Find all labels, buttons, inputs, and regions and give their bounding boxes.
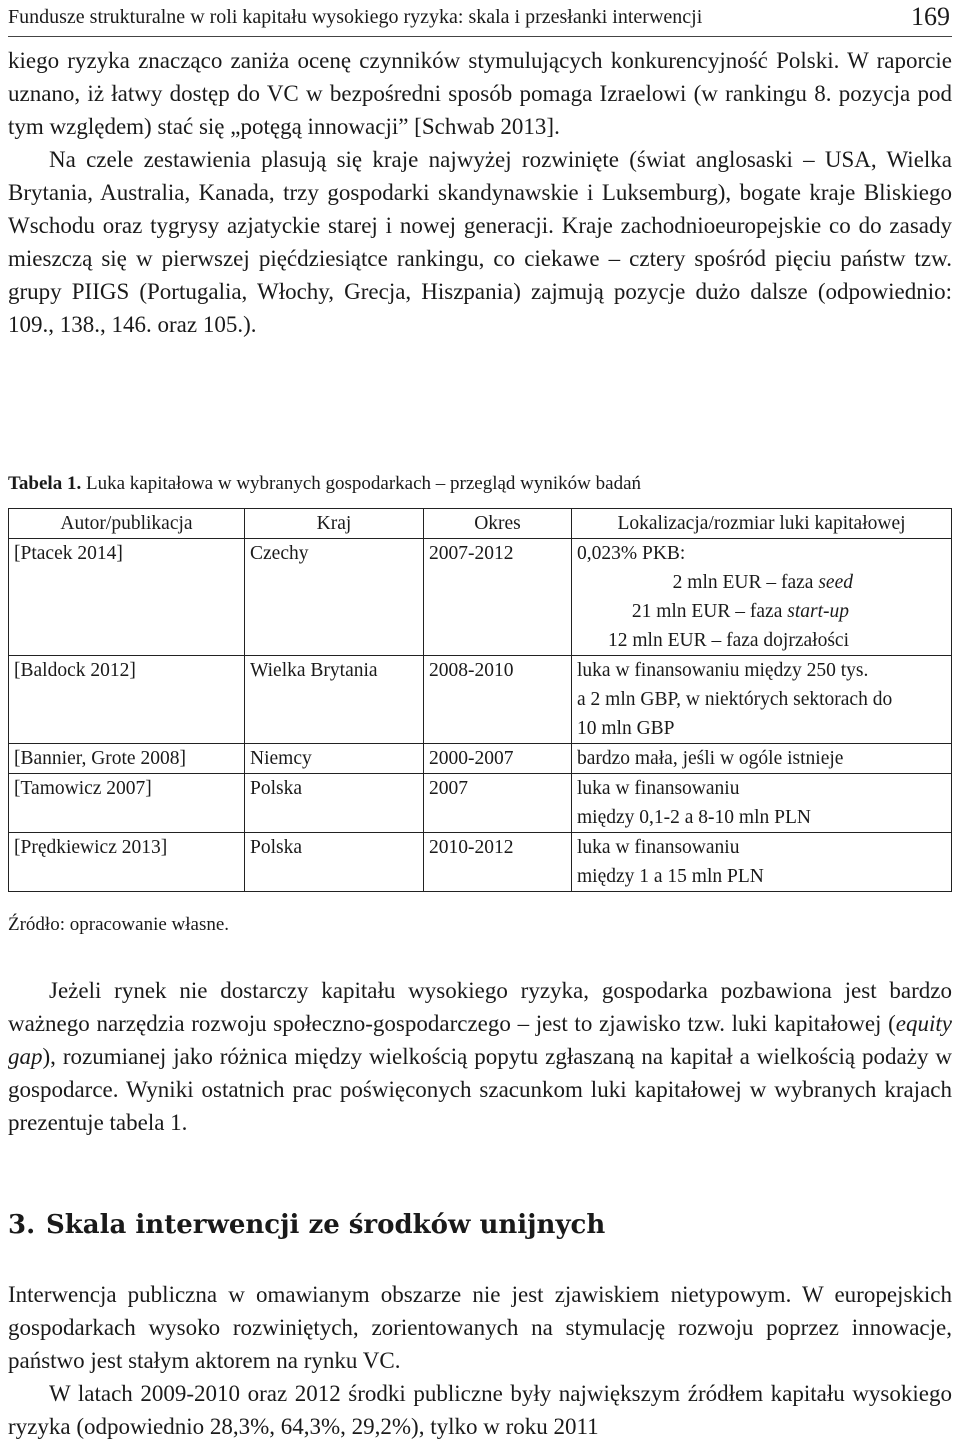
paragraph: Jeżeli rynek nie dostarczy kapitału wysokiego ryzyka, gospodarka pozbawiona jest bardzo ważnego narzędzia rozwoju społeczno-gospodarczego – jest to zjawisko tzw. luki kapitałowej (equity gap), rozumianej jako różnica między wielkością popytu zgłaszaną na kapitał a wielkością podaży w gospodarce. Wyniki ostatnich prac poświęconych szacunkom luki kapitałowej w wybranych krajach prezentuje tabela 1. [8, 978, 952, 1135]
cell-country: Czechy [245, 539, 424, 656]
gap-line: luka w finansowaniu [577, 837, 740, 858]
cell-country: Niemcy [245, 744, 424, 774]
cell-author: [Tamowicz 2007] [9, 774, 245, 833]
cell-period: 2010-2012 [424, 833, 572, 892]
gap-line: 0,023% PKB: [577, 543, 686, 564]
cell-gap [572, 539, 952, 656]
paragraph: Interwencja publiczna w omawianym obszarze nie jest zjawiskiem nietypowym. W europejskich gospodarkach wysoko rozwiniętych, zorientowanych na stymulację rozwoju poprzez innowacje, państwo jest stałym aktorem na rynku VC. [8, 1282, 952, 1373]
gap-line: między 1 a 15 mln PLN [577, 866, 764, 887]
table-source-note: Źródło: opracowanie własne. [8, 914, 230, 935]
cell-country: Polska [245, 833, 424, 892]
table-row [9, 744, 952, 774]
column-header-period: Okres [424, 509, 572, 539]
cell-author: [Bannier, Grote 2008] [9, 744, 245, 774]
paragraph: Na czele zestawienia plasują się kraje najwyżej rozwinięte (świat anglosaski – USA, Wielka Brytania, Australia, Kanada, trzy gospodarki skandynawskie i Luksemburg), bogate kraje Bliskiego Wschodu oraz tygrysy azjatyckie starej i nowej generacji. Kraje zachodnioeuropejskie co do zasady mieszczą się w pierwszej pięćdziesiątce rankingu, co ciekawe – cztery spośród pięciu państw tzw. grupy PIIGS (Portugalia, Włochy, Grecja, Hiszpania) zajmują pozycje dużo dalsze (odpowiednio: 109., 138., 146. oraz 105.). [8, 147, 952, 337]
cell-author: [Ptacek 2014] [9, 539, 245, 656]
paragraph: kiego ryzyka znacząco zaniża ocenę czynników stymulujących konkurencyjność Polski. W raporcie uznano, iż łatwy dostęp do VC w bezpośredni sposób pomaga Izraelowi (w rankingu 8. pozycja pod tym względem) stać się „potęgą innowacji” [Schwab 2013]. [8, 48, 952, 139]
table-caption-text: Luka kapitałowa w wybranych gospodarkach – przegląd wyników badań [81, 473, 642, 494]
running-header [8, 2, 952, 37]
gap-line: luka w finansowaniu między 250 tys. [577, 660, 869, 681]
cell-country: Wielka Brytania [245, 656, 424, 744]
gap-line: a 2 mln GBP, w niektórych sektorach do [577, 689, 893, 710]
gap-line: 12 mln EUR – faza dojrzałości [608, 630, 849, 651]
table-caption [8, 472, 641, 496]
capital-gap-table [8, 508, 952, 892]
section-title: Skala interwencji ze środków unijnych [46, 1210, 606, 1240]
cell-period: 2000-2007 [424, 744, 572, 774]
table-row [9, 833, 952, 892]
cell-gap [572, 744, 952, 774]
section-heading [8, 1206, 605, 1244]
section-number: 3. [8, 1210, 36, 1240]
table-row [9, 656, 952, 744]
cell-country: Polska [245, 774, 424, 833]
cell-gap [572, 833, 952, 892]
column-header-author: Autor/publikacja [9, 509, 245, 539]
cell-author: [Baldock 2012] [9, 656, 245, 744]
gap-line: między 0,1-2 a 8-10 mln PLN [577, 807, 811, 828]
gap-line: 21 mln EUR – faza start-up [631, 601, 849, 622]
section-body-text [8, 1278, 952, 1443]
page-number: 169 [911, 2, 950, 31]
gap-line: luka w finansowaniu [577, 778, 740, 799]
cell-period: 2007-2012 [424, 539, 572, 656]
running-title: Fundusze strukturalne w roli kapitału wysokiego ryzyka: skala i przesłanki interwencji [8, 6, 703, 28]
paragraph: W latach 2009-2010 oraz 2012 środki publiczne były największym źródłem kapitału wysokiego ryzyka (odpowiednio 28,3%, 64,3%, 29,2%), tylko w roku 2011 [8, 1381, 952, 1439]
cell-gap [572, 656, 952, 744]
cell-period: 2007 [424, 774, 572, 833]
column-header-country: Kraj [245, 509, 424, 539]
after-table-text [8, 974, 952, 1139]
cell-period: 2008-2010 [424, 656, 572, 744]
intro-text [8, 44, 952, 341]
gap-line: 2 mln EUR – faza seed [672, 572, 853, 593]
column-header-gap: Lokalizacja/rozmiar luki kapitałowej [572, 509, 952, 539]
equity-gap-term: equity gap [8, 1011, 952, 1069]
gap-line: bardzo mała, jeśli w ogóle istnieje [577, 748, 844, 769]
gap-line: 10 mln GBP [577, 718, 675, 739]
cell-gap [572, 774, 952, 833]
cell-author: [Prędkiewicz 2013] [9, 833, 245, 892]
table-row [9, 539, 952, 656]
table-row [9, 774, 952, 833]
table-caption-label: Tabela 1. [8, 473, 82, 494]
table-header-row [9, 509, 952, 539]
